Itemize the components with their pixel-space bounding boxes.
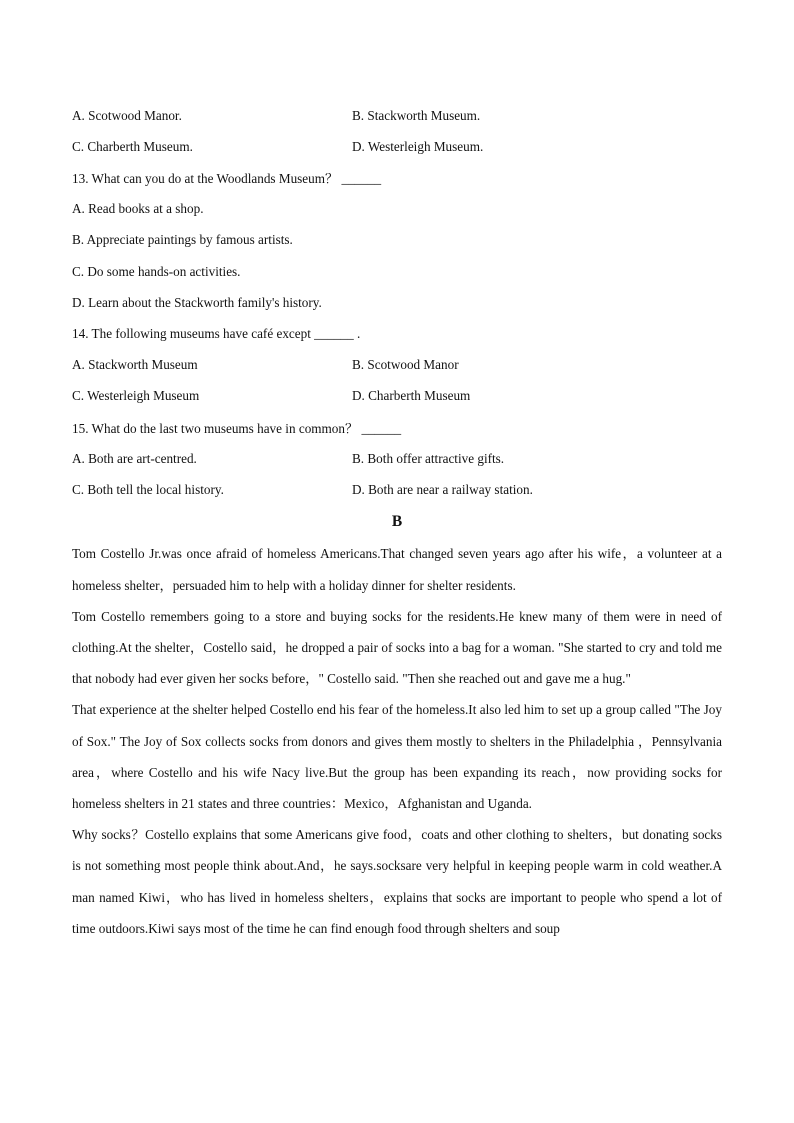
q13-option-a: A. Read books at a shop. xyxy=(72,201,204,217)
section-b-paragraph-4: Why socks？Costello explains that some Americans give food，coats and other clothing to shelters，but donating socks is not something most people think about.And，he says.socksare very helpful in keeping people warm in cold weather.A man named Kiwi，who has lived in homeless shelters，explains that socks are important to people who spend a lot of time outdoors.Kiwi says most of the time he can find enough food through shelters and soup xyxy=(72,827,722,936)
q13-option-b: B. Appreciate paintings by famous artists. xyxy=(72,232,293,248)
q15-option-b: B. Both offer attractive gifts. xyxy=(352,450,505,466)
q15-option-d: D. Both are near a railway station. xyxy=(352,481,533,497)
q12-option-a: A. Scotwood Manor. xyxy=(72,107,182,123)
q14-question: 14. The following museums have café except ______ . xyxy=(72,325,361,341)
q14-options-row-1 xyxy=(72,350,722,381)
q15-option-c: C. Both tell the local history. xyxy=(72,481,224,497)
q12-options-row-2 xyxy=(72,131,722,162)
q14-option-c: C. Westerleigh Museum xyxy=(72,388,200,404)
section-b-paragraph-2: Tom Costello remembers going to a store and buying socks for the residents.He knew many of them were in need of clothing.At the shelter，Costello said，he dropped a pair of socks into a bag for a woman. "She started to cry and told me that nobody had ever given her socks before，" Costello said. "Then she reached out and gave me a hug." xyxy=(72,608,722,687)
q12-options-row-1 xyxy=(72,100,722,131)
q14-option-d: D. Charberth Museum xyxy=(352,388,471,404)
section-b-title: B xyxy=(391,512,403,530)
q14-option-b: B. Scotwood Manor xyxy=(352,357,459,373)
section-b-paragraph-3: That experience at the shelter helped Costello end his fear of the homeless.It also led him to set up a group called "The Joy of Sox." The Joy of Sox collects socks from donors and gives them mostly to shelters in the Philadelphia ，Pennsylvania area，where Costello and his wife Nacy live.But the group has been expanding its reach，now providing socks for homeless shelters in 21 states and three countries：Mexico，Afghanistan and Uganda. xyxy=(72,702,722,812)
q15-options-row-2 xyxy=(72,474,722,505)
q13-option-d: D. Learn about the Stackworth family's history. xyxy=(72,294,322,310)
q15-question: 15. What do the last two museums have in common？ ______ xyxy=(72,420,402,436)
section-b-paragraph-1: Tom Costello Jr.was once afraid of homeless Americans.That changed seven years ago after his wife，a volunteer at a homeless shelter，persuaded him to help with a holiday dinner for shelter residents. xyxy=(72,546,722,593)
q13-question: 13. What can you do at the Woodlands Museum？ ______ xyxy=(72,171,382,187)
q14-option-a: A. Stackworth Museum xyxy=(72,357,198,373)
document-page xyxy=(72,100,722,944)
q15-options-row-1 xyxy=(72,443,722,474)
q12-option-c: C. Charberth Museum. xyxy=(72,138,193,154)
q14-options-row-2 xyxy=(72,381,722,412)
q12-option-d: D. Westerleigh Museum. xyxy=(352,138,484,154)
q13-option-c: C. Do some hands-on activities. xyxy=(72,263,241,279)
q15-option-a: A. Both are art-centred. xyxy=(72,450,197,466)
q12-option-b: B. Stackworth Museum. xyxy=(352,107,481,123)
